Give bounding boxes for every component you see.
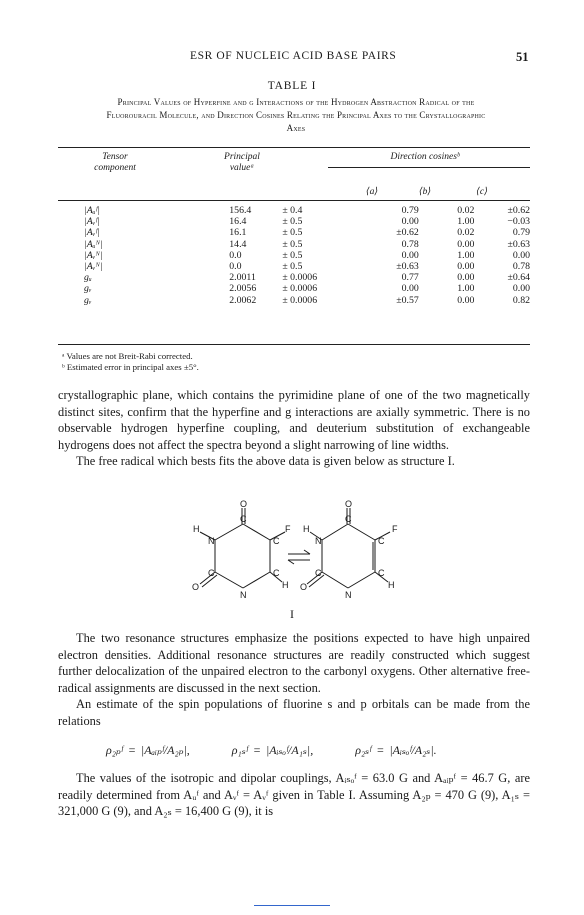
cell-error: ± 0.5 (282, 227, 303, 239)
cell-dc-c: 0.00 (512, 249, 530, 261)
svg-text:C: C (345, 514, 352, 524)
body-block-3 (58, 770, 530, 820)
cell-dc-a: 0.00 (401, 249, 419, 261)
cell-dc-a: 0.77 (401, 272, 419, 284)
table-row (58, 216, 530, 227)
equation-rho-1s: ρ₁ₛᶠ = |Aᵢₛₒᶠ/A₁ₛ|, (231, 743, 314, 757)
cell-dc-b: 1.00 (457, 249, 475, 261)
cell-value: 2.0011 (229, 272, 256, 284)
cell-value: 16.4 (229, 216, 247, 228)
table-row (58, 261, 530, 272)
svg-text:H: H (282, 580, 289, 590)
svg-text:H: H (303, 524, 310, 534)
cell-error: ± 0.5 (282, 261, 303, 273)
col-header-principal (192, 152, 292, 174)
svg-text:C: C (240, 514, 247, 524)
cell-dc-c: −0.03 (507, 216, 530, 228)
svg-text:C: C (378, 536, 385, 546)
paragraph: An estimate of the spin populations of fluorine s and p orbitals can be made from the relations (58, 697, 530, 728)
cell-error: ± 0.0006 (282, 272, 318, 284)
cell-dc-c: ±0.64 (507, 272, 530, 284)
svg-text:C: C (315, 568, 322, 578)
running-title: ESR OF NUCLEIC ACID BASE PAIRS (190, 50, 397, 62)
cell-value: 0.0 (229, 249, 242, 261)
cell-error: ± 0.0006 (282, 283, 318, 295)
cell-component: |Aᵤᶠ| (84, 205, 100, 216)
cell-dc-c: ±0.62 (507, 205, 530, 216)
body-block-2 (58, 630, 530, 730)
cell-value: 2.0056 (229, 283, 257, 295)
footer-rule (254, 905, 330, 906)
cell-component: gᵥ (84, 294, 92, 306)
footnote-b: ᵇ Estimated error in principal axes ±5°. (62, 362, 199, 372)
cell-value: 156.4 (229, 205, 252, 216)
direction-subrule (328, 167, 530, 168)
svg-text:C: C (273, 536, 280, 546)
cell-dc-a: ±0.57 (396, 294, 419, 306)
paragraph: crystallographic plane, which contains the pyrimidine plane of one of the two magnetically distinct sites, confirm that the hyperfine and g interactions are axially symmetric. There is no observable hydrogen hyperfine coupling, and deuterium substitution of exchangeable hydrogens does not affect the spectra beyond a slight narrowing of line widths. (58, 388, 530, 452)
table-row (58, 227, 530, 238)
cell-component: |Aᵥᴺ| (84, 261, 103, 273)
svg-text:O: O (300, 582, 308, 592)
svg-text:O: O (240, 500, 248, 509)
svg-text:H: H (193, 524, 200, 534)
cell-dc-a: 0.00 (401, 216, 419, 228)
cell-component: |Aᵤᴺ| (84, 238, 103, 250)
cell-dc-c: 0.82 (512, 294, 530, 306)
col-header-tensor-line1: Tensor (102, 152, 128, 162)
svg-text:C: C (378, 568, 385, 578)
cell-dc-b: 0.02 (457, 227, 475, 239)
paragraph: The values of the isotropic and dipolar couplings, Aᵢₛₒᶠ = 63.0 G and Aₐᵢₚᶠ = 46.7 G, are readily determined from Aᵤᶠ and Aᵥᶠ = Aᵥᶠ given in Table I. Assuming A₂ₚ = 470 G (9), A₁ₛ = 321,000 G (9), and A₂ₛ = 16,400 G (9), it is (58, 771, 530, 819)
cell-error: ± 0.4 (282, 205, 303, 216)
cell-dc-b: 0.00 (457, 238, 475, 250)
header-bottom-rule (58, 200, 530, 201)
svg-text:N: N (208, 536, 215, 546)
paragraph: The free radical which bests fits the above data is given below as structure I. (76, 454, 455, 469)
svg-text:O: O (192, 582, 200, 592)
axis-b-header: ⟨b⟩ (418, 187, 432, 197)
cell-dc-c: 0.79 (512, 227, 530, 239)
cell-dc-b: 0.00 (457, 294, 475, 306)
cell-component: gᵤ (84, 272, 92, 284)
col-header-direction: Direction cosinesᵇ (390, 152, 460, 162)
table-row (58, 283, 530, 294)
svg-text:F: F (392, 524, 398, 534)
data-table (58, 205, 530, 306)
running-header (0, 50, 584, 66)
cell-value: 2.0062 (229, 294, 257, 306)
structure-label: I (290, 607, 294, 621)
svg-text:N: N (345, 590, 352, 600)
cell-dc-b: 0.00 (457, 261, 475, 273)
equation-rho-2p: ρ₂ₚᶠ = |Aₐᵢₚᶠ/A₂ₚ|, (106, 743, 190, 757)
cell-value: 16.1 (229, 227, 247, 239)
cell-dc-a: 0.00 (401, 283, 419, 295)
cell-dc-b: 0.02 (457, 205, 475, 216)
table-top-rule (58, 147, 530, 148)
cell-dc-c: 0.00 (512, 283, 530, 295)
axis-c-header: ⟨c⟩ (476, 187, 488, 197)
footnote-a: ᵃ Values are not Breit-Rabi corrected. (62, 351, 193, 361)
cell-value: 14.4 (229, 238, 247, 250)
svg-text:O: O (345, 500, 353, 509)
cell-dc-c: ±0.63 (507, 238, 530, 250)
cell-component: |Aᵥᴺ| (84, 249, 103, 261)
cell-dc-a: ±0.62 (396, 227, 419, 239)
col-header-principal-line1: Principal (224, 152, 260, 162)
cell-component: gᵥ (84, 283, 92, 295)
table-row (58, 250, 530, 261)
table-row (58, 272, 530, 283)
page-number: 51 (516, 50, 529, 64)
cell-error: ± 0.0006 (282, 294, 318, 306)
svg-text:N: N (240, 590, 247, 600)
cell-dc-a: 0.78 (401, 238, 419, 250)
cell-dc-b: 1.00 (457, 216, 475, 228)
equation-relations (106, 743, 437, 758)
table-row (58, 205, 530, 216)
svg-text:F: F (285, 524, 291, 534)
svg-text:N: N (315, 536, 322, 546)
structure-diagram (170, 500, 420, 620)
table-caption: Principal Values of Hyperfine and g Interactions of the Hydrogen Abstraction Radical of the Fluorouracil Molecule, and Direction Cosines Relating the Principal Axes to the Crystallographic Axes (106, 97, 486, 133)
cell-dc-c: 0.78 (512, 261, 530, 273)
svg-text:H: H (388, 580, 395, 590)
cell-error: ± 0.5 (282, 249, 303, 261)
cell-error: ± 0.5 (282, 238, 303, 250)
table-label: TABLE I (267, 80, 317, 92)
table-row (58, 239, 530, 250)
body-block-1 (58, 387, 530, 470)
svg-text:C: C (273, 568, 280, 578)
table-row (58, 295, 530, 306)
table-bottom-rule (58, 344, 530, 345)
cell-error: ± 0.5 (282, 216, 303, 228)
svg-text:C: C (208, 568, 215, 578)
cell-component: |Aᵥᶠ| (84, 227, 100, 239)
table-footnotes (62, 351, 199, 373)
paragraph: The two resonance structures emphasize the positions expected to have high unpaired electron densities. Additional resonance structures are readily constructed which suggest further delocalization of the unpaired electron to the carbonyl oxygens. Other alternative free-radical assignments are discussed in the next section. (58, 631, 530, 695)
cell-dc-b: 1.00 (457, 283, 475, 295)
col-header-principal-line2: valueᵃ (229, 163, 255, 173)
col-header-tensor-line2: component (94, 163, 136, 173)
cell-value: 0.0 (229, 261, 242, 273)
cell-component: |Aᵥᶠ| (84, 216, 100, 228)
axis-a-header: ⟨a⟩ (365, 187, 379, 197)
col-header-tensor (70, 152, 160, 174)
equation-rho-2s: ρ₂ₛᶠ = |Aᵢₛₒᶠ/A₂ₛ|. (355, 743, 437, 757)
cell-dc-a: 0.79 (401, 205, 419, 216)
cell-dc-b: 0.00 (457, 272, 475, 284)
cell-dc-a: ±0.63 (396, 261, 419, 273)
